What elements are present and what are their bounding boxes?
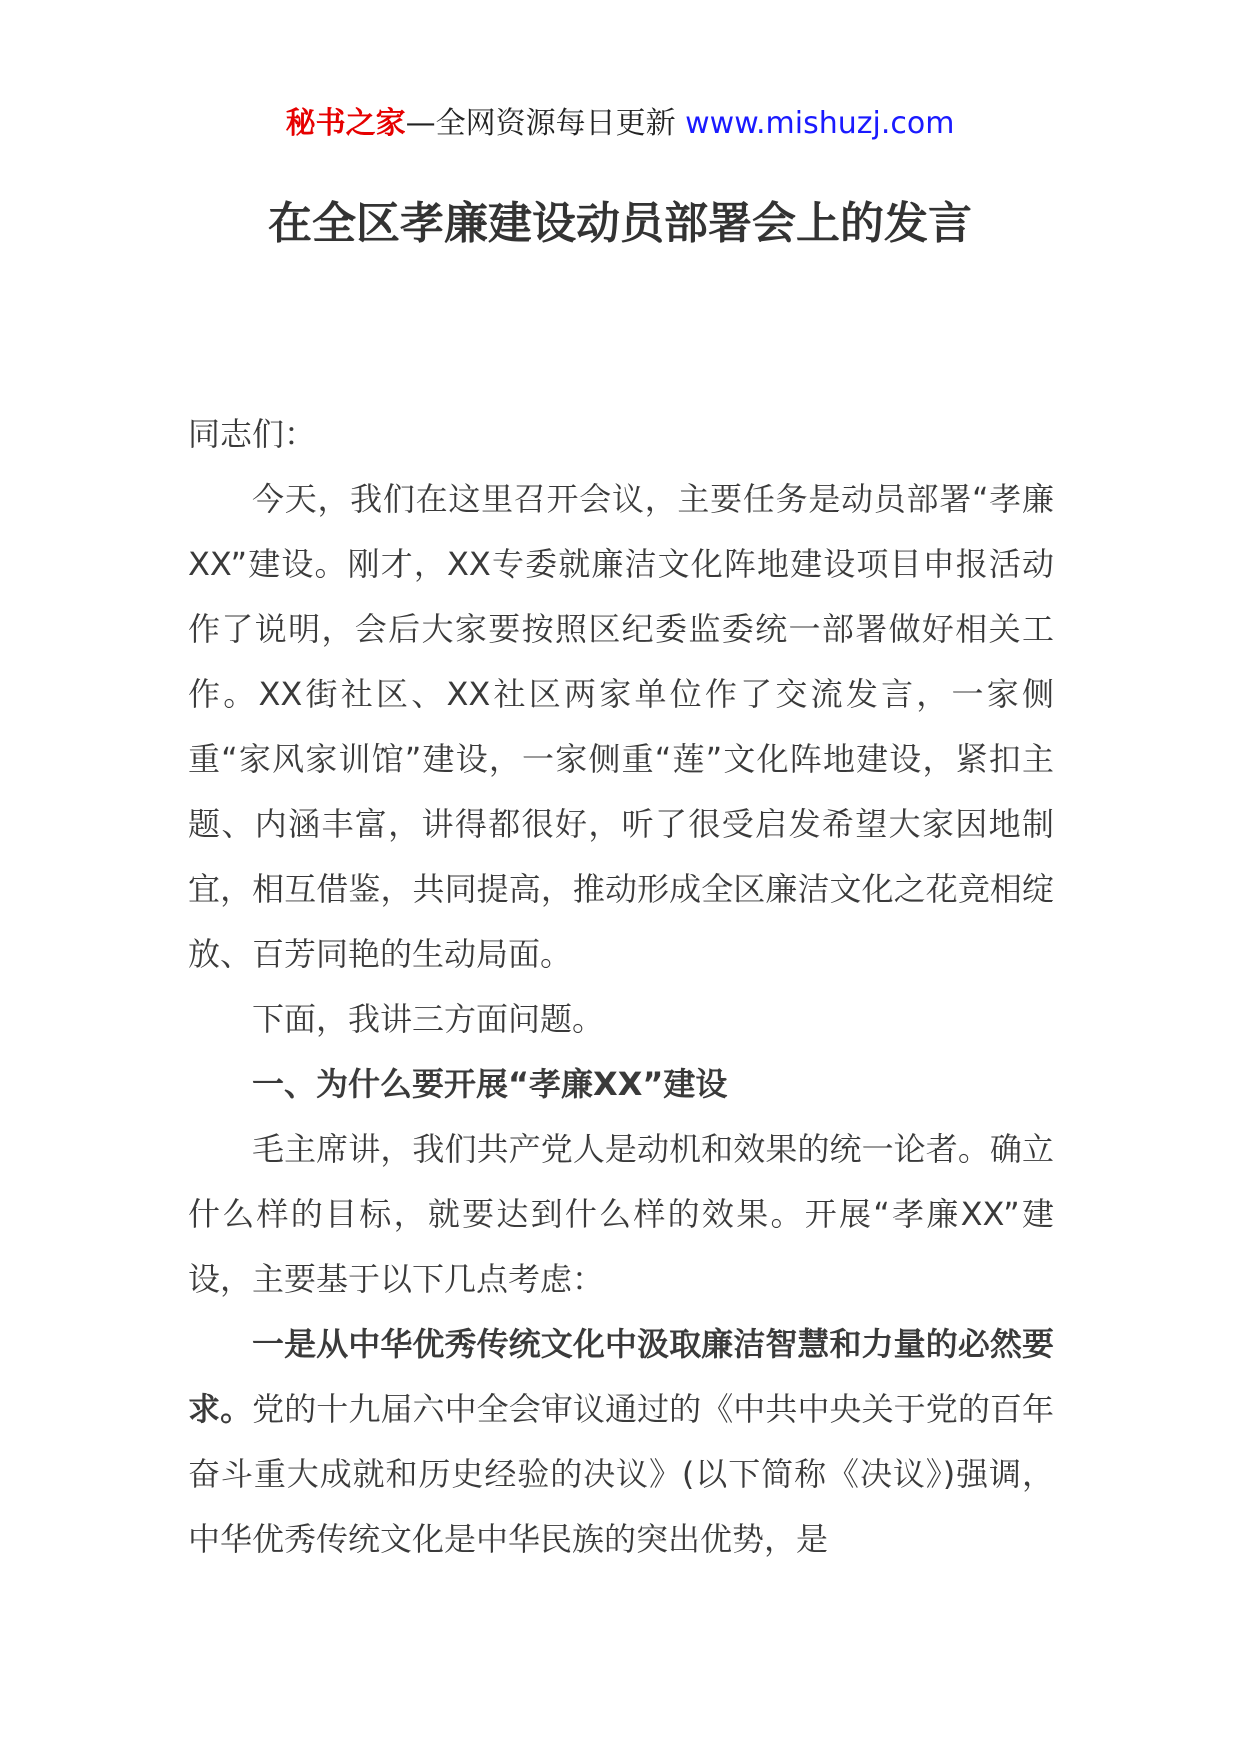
site-tagline: —全网资源每日更新 (405, 106, 676, 141)
brand-name: 秘书之家 (285, 106, 406, 141)
site-header (0, 104, 1240, 144)
point-one-lead: 一是从中华优秀传统文化中汲取廉洁智慧和力量的必然要求。 (188, 1325, 1054, 1428)
paragraph-point-one (188, 1312, 1054, 1572)
point-one-text: 党的十九届六中全会审议通过的《中共中央关于党的百年奋斗重大成就和历史经验的决议》(以下简称《决议》)强调，中华优秀传统文化是中华民族的突出优势，是 (188, 1390, 1054, 1558)
paragraph-outline: 下面，我讲三方面问题。 (252, 1000, 605, 1038)
section-heading-1: 一、为什么要开展“孝廉XX”建设 (252, 1065, 728, 1103)
document-body (188, 402, 1054, 1572)
salutation: 同志们： (188, 415, 317, 453)
paragraph-opening: 今天，我们在这里召开会议，主要任务是动员部署“孝廉XX”建设。刚才，XX专委就廉洁文化阵地建设项目申报活动作了说明，会后大家要按照区纪委监委统一部署做好相关工作。XX街社区、XX社区两家单位作了交流发言，一家侧重“家风家训馆”建设，一家侧重“莲”文化阵地建设，紧扣主题、内涵丰富，讲得都很好，听了很受启发希望大家因地制宜，相互借鉴，共同提高，推动形成全区廉洁文化之花竞相绽放、百芳同艳的生动局面。 (188, 480, 1054, 973)
document-title: 在全区孝廉建设动员部署会上的发言 (268, 198, 972, 249)
paragraph-reasons-intro: 毛主席讲，我们共产党人是动机和效果的统一论者。确立什么样的目标，就要达到什么样的效果。开展“孝廉XX”建设，主要基于以下几点考虑： (188, 1130, 1054, 1298)
site-url-link[interactable]: www.mishuzj.com (685, 106, 955, 141)
